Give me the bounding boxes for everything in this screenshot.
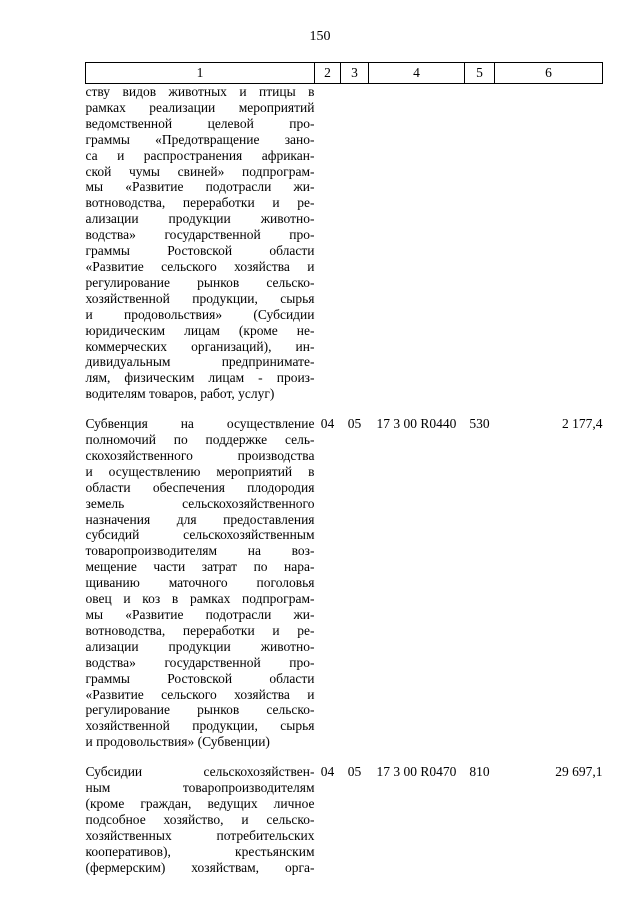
description-line: граммы «Предотвращение зано- — [85, 131, 315, 147]
row-spacer — [86, 750, 603, 764]
description-line: полномочий по поддержке сель- — [85, 432, 315, 448]
description-line: Субсидии сельскохозяйствен- — [85, 764, 315, 780]
description-line: субсидий сельскохозяйственным — [85, 527, 315, 543]
description-line: водителям товаров, работ, услуг) — [85, 386, 275, 402]
description-line: мещение части затрат по нара- — [85, 559, 315, 575]
description-line: коммерческих организаций), ин- — [85, 338, 315, 354]
description-line: рамках реализации мероприятий — [85, 99, 315, 115]
section-code: 04 — [320, 764, 335, 780]
header-col-3: 3 — [341, 63, 369, 84]
description-line: хозяйственных потребительских — [85, 827, 315, 843]
row-description — [86, 416, 315, 750]
subsection-code: 05 — [347, 764, 362, 780]
table-row — [86, 84, 603, 403]
row-spacer — [86, 402, 603, 416]
target-article-code: 17 3 00 R0440 — [376, 416, 457, 432]
header-col-5: 5 — [465, 63, 495, 84]
description-line: са и распространения африкан- — [85, 147, 315, 163]
description-line: (фермерским) хозяйствам, орга- — [85, 859, 315, 875]
description-line: овец и коз в рамках подпрограм- — [85, 591, 315, 607]
expense-type-code: 810 — [469, 764, 490, 780]
description-line: вотноводства, переработки и ре- — [85, 195, 315, 211]
section-code — [315, 84, 341, 403]
page-number: 150 — [309, 29, 331, 44]
section-code: 04 — [320, 416, 335, 432]
subsection-code: 05 — [347, 416, 362, 432]
description-line: мы «Развитие подотрасли жи- — [85, 607, 315, 622]
description-line: дивидуальным предпринимате- — [85, 354, 315, 370]
description-line: щиванию маточного поголовья — [85, 575, 315, 591]
description-line: и продовольствия» (Субвенции) — [85, 734, 270, 750]
description-line: водства» государственной про- — [85, 227, 315, 243]
expense-type-code: 530 — [469, 416, 490, 432]
description-line: ской чумы свиней» подпрограм- — [85, 163, 315, 179]
amount — [495, 84, 603, 403]
description-line: области обеспечения плодородия — [85, 479, 315, 495]
description-line: хозяйственной продукции, сырья — [85, 718, 315, 734]
description-line: ству видов животных и птицы в — [85, 84, 315, 99]
description-line: товаропроизводителям на воз- — [85, 543, 315, 559]
description-line: ведомственной целевой про- — [85, 115, 315, 131]
description-line: и продовольствия» (Субсидии — [85, 306, 315, 322]
target-article-code: 17 3 00 R0470 — [376, 764, 457, 780]
description-line: регулирование рынков сельско- — [85, 274, 315, 290]
description-line: юридическим лицам (кроме не- — [85, 322, 315, 338]
description-line: хозяйственной продукции, сырья — [85, 290, 315, 306]
description-line: (кроме граждан, ведущих личное — [85, 795, 315, 811]
description-line: граммы Ростовской области — [85, 670, 315, 686]
subsection-code — [341, 84, 369, 403]
description-line: «Развитие сельского хозяйства и — [85, 686, 315, 702]
description-line: назначения для предоставления — [85, 511, 315, 527]
description-line: «Развитие сельского хозяйства и — [85, 258, 315, 274]
description-line: регулирование рынков сельско- — [85, 702, 315, 718]
header-row — [86, 63, 603, 84]
header-col-6: 6 — [495, 63, 603, 84]
description-line: земель сельскохозяйственного — [85, 495, 315, 511]
budget-table — [85, 62, 603, 876]
header-col-2: 2 — [315, 63, 341, 84]
description-line: ализации продукции животно- — [85, 638, 315, 654]
target-article-code — [369, 84, 465, 403]
description-line: скохозяйственного производства — [85, 447, 315, 463]
expense-type-code — [465, 84, 495, 403]
header-col-1: 1 — [86, 63, 315, 84]
row-description — [86, 764, 315, 875]
row-description — [86, 84, 315, 403]
header-col-4: 4 — [369, 63, 465, 84]
description-line: граммы Ростовской области — [85, 243, 315, 259]
description-line: ализации продукции животно- — [85, 211, 315, 227]
amount: 2 177,4 — [562, 416, 603, 432]
description-line: мы «Развитие подотрасли жи- — [85, 179, 315, 195]
description-line: вотноводства, переработки и ре- — [85, 622, 315, 638]
description-line: и осуществлению мероприятий в — [85, 463, 315, 479]
description-line: лям, физическим лицам - произ- — [85, 370, 315, 386]
description-line: кооперативов), крестьянским — [85, 843, 315, 859]
amount: 29 697,1 — [555, 764, 603, 780]
table-row — [86, 764, 603, 875]
description-line: подсобное хозяйство, и сельско- — [85, 811, 315, 827]
description-line: Субвенция на осуществление — [85, 416, 315, 432]
description-line: ным товаропроизводителям — [85, 780, 315, 796]
table-row — [86, 416, 603, 750]
description-line: водства» государственной про- — [85, 654, 315, 670]
